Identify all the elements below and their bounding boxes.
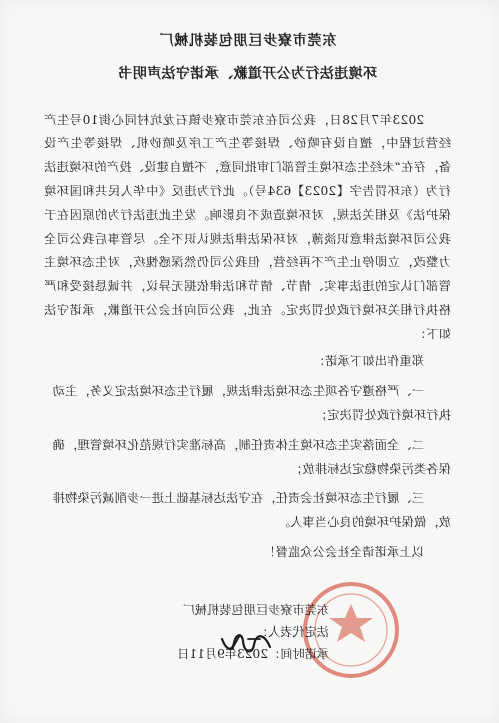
- signature-block: [79, 600, 329, 666]
- commitment-date: 承诺时间：2023年9月11日: [177, 646, 329, 661]
- commitment-intro: 郑重作出如下承诺：: [312, 354, 425, 369]
- commitment-item-2: 二、全面落实生态环境主体责任制，高标准实行规范化环境管理，确保各类污染物稳定达标排放；: [52, 437, 451, 476]
- document-subtitle: 环境违法行为公开道歉、承诺守法声明书: [117, 66, 378, 83]
- commitment-item-3: 三、履行生态环境社会责任，在守法达标基础上进一步削减污染物排放，做保护环境的良心当事人。: [52, 491, 451, 530]
- representative-line: 法定代表人：: [255, 624, 329, 639]
- document-title: 东莞市寮步巨朋包装机械厂: [158, 33, 337, 49]
- main-paragraph: 2023年7月28日，我公司在东莞市寮步镇石龙坑村同心街10号生产经营过程中，擅自设有喷砂、焊接等生产工序及喷砂机、焊接等生产设备，存在“未经生态环境主管部门审批同意，不擅自建设、投产的环境违法行为（东环罚告字【2023】634号）。此行为违反《中华人民共和国环境保护法》及相关法规，对环境造成不良影响。发生此违法行为的原因在于我公司环境法律意识淡薄，对环保法律法规认识不全。尽管事后我公司全力整改，立即停止生产不再经营，但我公司仍然深感愧疚，对生态环境主管部门认定的违法事实、情节、情节和法律依据无异议，并诚恳接受和严格执行相关环境行政处罚决定。在此，我公司向社会公开道歉，承诺守法如下：: [44, 112, 451, 341]
- commitment-item-1: 一、严格遵守各项生态环境法律法规，履行生态环境法定义务，主动执行环境行政处罚决定；: [52, 384, 451, 422]
- company-signature-line: 东莞市寮步巨朋包装机械厂: [182, 603, 329, 617]
- closing-statement: 以上承诺请全社会公众监督！: [263, 544, 425, 559]
